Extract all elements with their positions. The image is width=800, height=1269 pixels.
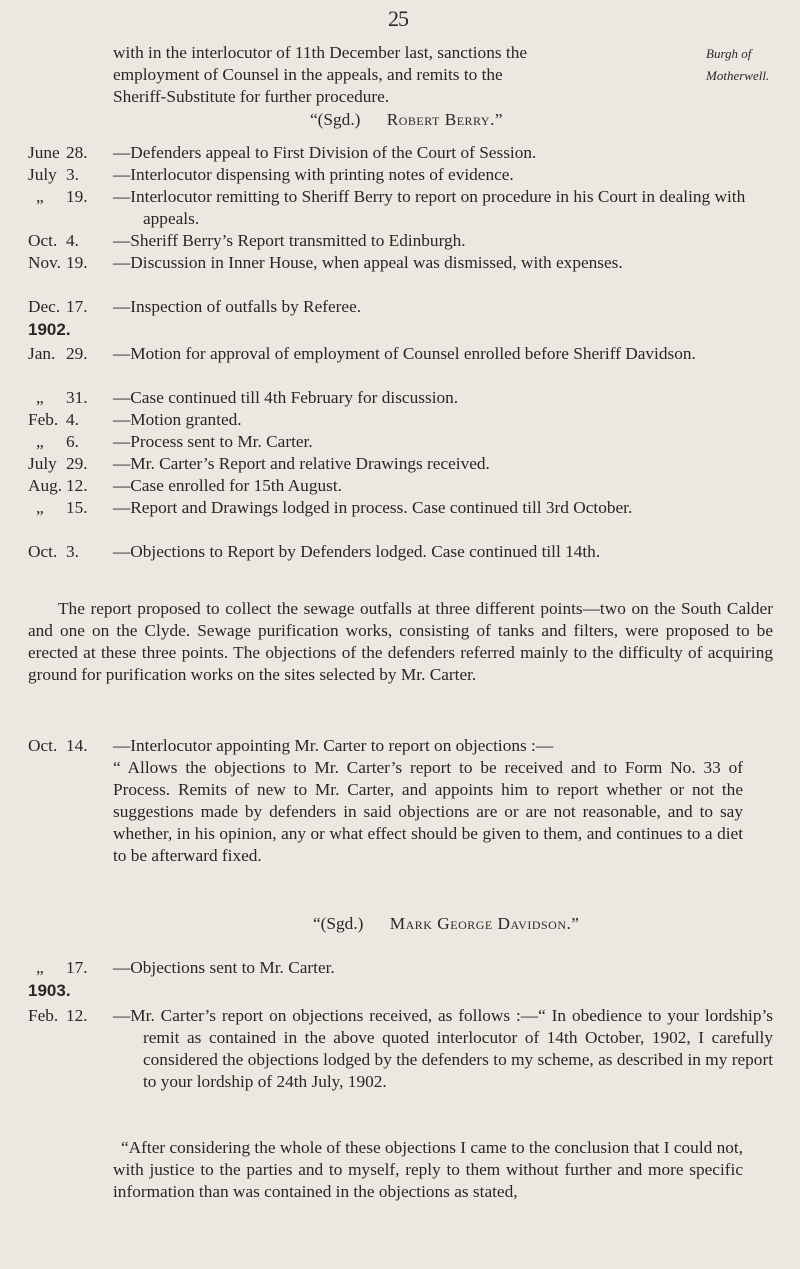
entry-day: 4. (66, 410, 79, 429)
entry-text: —Process sent to Mr. Carter. (113, 432, 313, 451)
entry-row (28, 453, 788, 475)
entry-month: July (28, 454, 57, 473)
entry-row (28, 186, 788, 228)
entry-text: —Motion for approval of employment of Counsel enrolled before Sheriff Davidson. (113, 344, 696, 363)
entry-month: „ (36, 498, 44, 517)
entry-month: „ (36, 388, 44, 407)
entry-text: —Case enrolled for 15th August. (113, 476, 342, 495)
entry-day: 12. (66, 1006, 88, 1025)
entry-row (28, 387, 788, 409)
entry-row (28, 409, 788, 431)
entry-text: —Interlocutor remitting to Sheriff Berry to report on procedure in his Court in dealing with appeals. (113, 187, 746, 228)
intro-line-2: employment of Counsel in the appeals, and remits to the (113, 65, 503, 84)
entry-text: —Interlocutor appointing Mr. Carter to report on objections :— (113, 736, 554, 755)
continuation-text: “After considering the whole of these objections I came to the conclusion that I could not, with justice to the parties and to myself, reply to them without further and more specific information than was contained in the objections as stated, (113, 1138, 743, 1201)
page-number: 25 (388, 6, 408, 31)
entry-day: 14. (66, 736, 88, 755)
intro-line-3: Sheriff-Substitute for further procedure. (113, 87, 390, 106)
signature-1 (310, 110, 503, 130)
entry-day: 19. (66, 253, 88, 272)
entry-row (28, 431, 788, 453)
entry-month: „ (36, 958, 44, 977)
year-heading-1903: 1903. (28, 981, 71, 1000)
entry-month: „ (36, 432, 44, 451)
entry-day: 29. (66, 344, 88, 363)
interlocutor-quote (113, 757, 743, 867)
signature-prefix: “(Sgd.) (313, 914, 364, 933)
entry-row (28, 296, 788, 318)
entry-row (28, 541, 788, 563)
year-heading-1902: 1902. (28, 320, 71, 339)
entry-day: 12. (66, 476, 88, 495)
entry-row (28, 164, 788, 186)
entry-text: —Mr. Carter’s report on objections received, as follows :—“ In obedience to your lordship’s remit as contained in the above quoted interlocutor of 14th October, 1902, I carefully considered the objections lodged by the defenders to my scheme, as described in my report to your lordship of 24th July, 1902. (113, 1006, 773, 1091)
entry-month: Oct. (28, 231, 58, 250)
body-paragraph (28, 598, 773, 686)
paragraph-text: The report proposed to collect the sewage outfalls at three different points—two on the South Calder and one on the Clyde. Sewage purification works, consisting of tanks and filters, were proposed to be erected at these three points. The objections of the defenders referred mainly to the difficulty of acquiring ground for purification works on the sites selected by Mr. Carter. (28, 599, 773, 684)
entry-text: —Motion granted. (113, 410, 242, 429)
entry-row (28, 230, 788, 252)
entry-month: Jan. (28, 344, 56, 363)
entry-text: —Objections to Report by Defenders lodged. Case continued till 14th. (113, 542, 601, 561)
report-continuation (113, 1137, 743, 1203)
entry-day: 4. (66, 231, 79, 250)
entry-text: —Sheriff Berry’s Report transmitted to Edinburgh. (113, 231, 466, 250)
entry-row (28, 735, 788, 757)
entry-row (28, 497, 788, 519)
entry-day: 6. (66, 432, 79, 451)
entry-month: Feb. (28, 410, 59, 429)
entry-month: Feb. (28, 1006, 59, 1025)
entry-text: —Discussion in Inner House, when appeal was dismissed, with expenses. (113, 253, 623, 272)
entry-month: Aug. (28, 476, 63, 495)
entry-month: July (28, 165, 57, 184)
entry-text: —Case continued till 4th February for discussion. (113, 388, 459, 407)
intro-line-1: with in the interlocutor of 11th December last, sanctions the (113, 43, 527, 62)
entry-row (28, 142, 788, 164)
entry-month: June (28, 143, 60, 162)
entry-day: 15. (66, 498, 88, 517)
entry-month: Dec. (28, 297, 61, 316)
signature-2 (313, 914, 579, 934)
signature-prefix: “(Sgd.) (310, 110, 361, 129)
entry-day: 19. (66, 187, 88, 206)
margin-note-line1: Burgh of (706, 46, 752, 61)
entry-day: 17. (66, 958, 88, 977)
entry-row (28, 252, 788, 274)
entry-row (28, 475, 788, 497)
margin-note-line2: Motherwell. (706, 68, 770, 83)
entry-month: Oct. (28, 542, 58, 561)
entry-day: 3. (66, 542, 79, 561)
entry-row (28, 343, 788, 365)
entry-day: 31. (66, 388, 88, 407)
quote-text: “ Allows the objections to Mr. Carter’s report to be received and to Form No. 33 of Process. Remits of new to Mr. Carter, and appoints him to report whether or not the suggestions made by defenders in said objections are or are not reasonable, and to say whether, in his opinion, any or what effect should be given to them, and continues to a diet to be afterward fixed. (113, 758, 743, 865)
entry-day: 17. (66, 297, 88, 316)
entry-text: —Report and Drawings lodged in process. Case continued till 3rd October. (113, 498, 633, 517)
entry-month: Oct. (28, 736, 58, 755)
entry-month: „ (36, 187, 44, 206)
entry-text: —Objections sent to Mr. Carter. (113, 958, 335, 977)
signature-name: Mark George Davidson.” (389, 914, 580, 933)
entry-text: —Defenders appeal to First Division of the Court of Session. (113, 143, 537, 162)
entry-text: —Mr. Carter’s Report and relative Drawings received. (113, 454, 490, 473)
entry-text: —Interlocutor dispensing with printing notes of evidence. (113, 165, 514, 184)
entry-row (28, 957, 788, 979)
entry-row (28, 1005, 788, 1091)
entry-month: Nov. (28, 253, 61, 272)
entry-day: 28. (66, 143, 88, 162)
entry-day: 29. (66, 454, 88, 473)
entry-day: 3. (66, 165, 79, 184)
signature-name: Robert Berry.” (386, 110, 504, 129)
entry-text: —Inspection of outfalls by Referee. (113, 297, 362, 316)
